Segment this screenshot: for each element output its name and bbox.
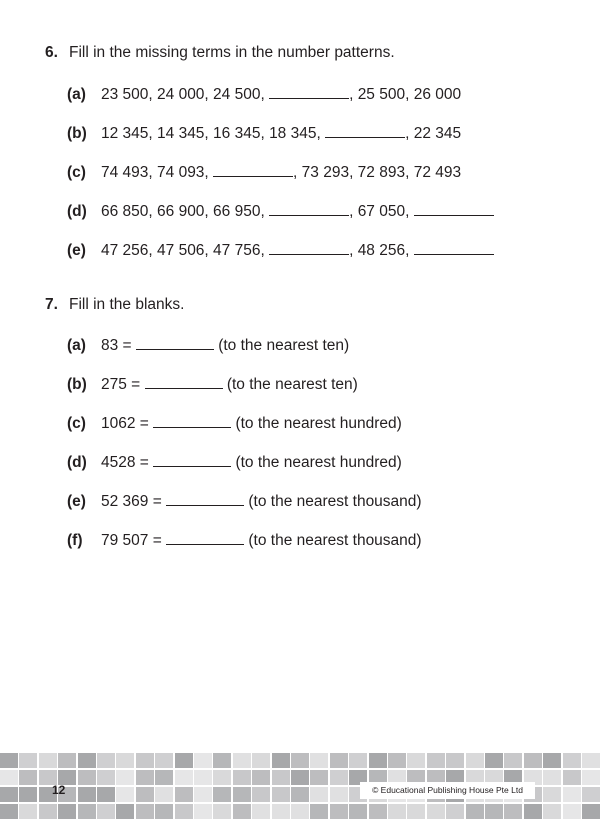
footer-tile — [58, 804, 76, 819]
question-item — [67, 162, 461, 182]
footer-tile — [563, 787, 581, 802]
footer-tile — [78, 787, 96, 802]
item-text: (to the nearest hundred) — [231, 415, 402, 432]
footer-tile — [194, 770, 212, 785]
question-item — [67, 374, 358, 394]
question-7-title — [45, 296, 184, 314]
footer-tile — [388, 753, 406, 768]
footer-tile — [407, 753, 425, 768]
answer-blank[interactable] — [213, 162, 293, 177]
copyright-notice: © Educational Publishing House Pte Ltd — [360, 782, 535, 799]
footer-tile — [19, 770, 37, 785]
question-item — [67, 201, 494, 221]
footer-tile — [407, 804, 425, 819]
answer-blank[interactable] — [269, 201, 349, 216]
footer-tile — [194, 753, 212, 768]
footer-tile — [175, 787, 193, 802]
footer-tile — [291, 787, 309, 802]
question-6-title — [45, 44, 395, 62]
item-text: (to the nearest thousand) — [244, 493, 422, 510]
footer-tile — [349, 753, 367, 768]
answer-blank[interactable] — [145, 374, 223, 389]
item-text: (to the nearest ten) — [213, 337, 350, 354]
question-item — [67, 413, 402, 433]
question-item — [67, 452, 402, 472]
answer-blank[interactable] — [153, 452, 231, 467]
question-item — [67, 123, 461, 143]
footer-tile — [175, 804, 193, 819]
question-item — [67, 491, 422, 511]
item-label: (e) — [67, 493, 86, 510]
footer-tile — [155, 770, 173, 785]
footer-tile — [39, 753, 57, 768]
footer-tile — [272, 753, 290, 768]
footer-tile — [116, 804, 134, 819]
footer-tile — [330, 770, 348, 785]
item-text: 23 500, 24 000, 24 500, — [101, 86, 270, 103]
item-text: , 25 500, 26 000 — [349, 86, 462, 103]
footer-tile — [291, 753, 309, 768]
question-item — [67, 84, 461, 104]
answer-blank[interactable] — [414, 240, 494, 255]
footer-tile — [582, 753, 600, 768]
footer-tile — [543, 787, 561, 802]
answer-blank[interactable] — [325, 123, 405, 138]
item-text: (to the nearest ten) — [222, 376, 358, 393]
footer-tile — [446, 753, 464, 768]
footer-tile — [116, 787, 134, 802]
footer-tile — [310, 804, 328, 819]
item-label: (d) — [67, 203, 87, 220]
item-label: (a) — [67, 337, 86, 354]
footer-tile — [136, 787, 154, 802]
footer-tile — [427, 804, 445, 819]
footer-tile — [155, 787, 173, 802]
question-number: 6. — [45, 44, 58, 61]
footer-tile — [272, 787, 290, 802]
footer-tile — [349, 804, 367, 819]
footer-tile — [0, 770, 18, 785]
footer-tile — [194, 787, 212, 802]
footer-tile — [369, 804, 387, 819]
footer-tile — [543, 753, 561, 768]
item-text: 66 850, 66 900, 66 950, — [101, 203, 270, 220]
answer-blank[interactable] — [153, 413, 231, 428]
footer-tile — [504, 753, 522, 768]
footer-tile — [369, 753, 387, 768]
item-label: (e) — [67, 242, 86, 259]
footer-tile — [97, 753, 115, 768]
item-text: , 48 256, — [349, 242, 414, 259]
footer-tile — [485, 804, 503, 819]
answer-blank[interactable] — [136, 335, 214, 350]
footer-tile — [291, 804, 309, 819]
footer-tile — [97, 787, 115, 802]
item-label: (c) — [67, 415, 86, 432]
footer-tile — [175, 770, 193, 785]
footer-tile — [388, 804, 406, 819]
footer-tile — [466, 804, 484, 819]
answer-blank[interactable] — [269, 84, 349, 99]
footer-tile — [524, 753, 542, 768]
item-label: (d) — [67, 454, 87, 471]
footer-tile — [446, 804, 464, 819]
footer-tile — [19, 804, 37, 819]
footer-tile — [252, 804, 270, 819]
question-text: Fill in the blanks. — [69, 296, 185, 313]
item-text: 79 507 = — [101, 532, 167, 549]
footer-tile — [563, 804, 581, 819]
item-label: (c) — [67, 164, 86, 181]
item-text: , 67 050, — [349, 203, 414, 220]
footer-tile — [330, 787, 348, 802]
footer-tile — [136, 753, 154, 768]
footer-tile — [504, 804, 522, 819]
item-text: 1062 = — [101, 415, 154, 432]
question-text: Fill in the missing terms in the number patterns. — [69, 44, 395, 61]
footer-tile — [582, 770, 600, 785]
item-text: (to the nearest hundred) — [231, 454, 402, 471]
footer-tile — [116, 770, 134, 785]
footer-tile — [582, 804, 600, 819]
footer-tile — [136, 770, 154, 785]
footer-tile — [233, 804, 251, 819]
question-item — [67, 240, 494, 260]
question-number: 7. — [45, 296, 58, 313]
footer-tile — [194, 804, 212, 819]
item-text: 47 256, 47 506, 47 756, — [101, 242, 270, 259]
footer-tile — [116, 753, 134, 768]
footer-tile — [466, 753, 484, 768]
question-item — [67, 530, 422, 550]
item-text: 83 = — [101, 337, 136, 354]
footer-tile — [213, 770, 231, 785]
item-text: 4528 = — [101, 454, 154, 471]
footer-tile — [0, 787, 18, 802]
footer-tile — [582, 787, 600, 802]
footer-tile — [543, 770, 561, 785]
footer-tile — [310, 753, 328, 768]
page-number: 12 — [52, 783, 66, 797]
footer-tile — [291, 770, 309, 785]
footer-tile — [155, 753, 173, 768]
item-label: (f) — [67, 532, 83, 549]
footer-tile — [0, 804, 18, 819]
footer-tile — [213, 804, 231, 819]
footer-tile — [19, 787, 37, 802]
question-item — [67, 335, 349, 355]
footer-tile — [563, 770, 581, 785]
answer-blank[interactable] — [269, 240, 349, 255]
footer-tile — [0, 753, 18, 768]
footer-tile — [19, 753, 37, 768]
answer-blank[interactable] — [166, 530, 244, 545]
footer-tile — [78, 770, 96, 785]
footer-tile — [213, 787, 231, 802]
footer-tile — [310, 787, 328, 802]
footer-tile — [39, 804, 57, 819]
footer-tile — [272, 770, 290, 785]
footer-tile — [155, 804, 173, 819]
item-text: 52 369 = — [101, 493, 167, 510]
footer-tile — [330, 804, 348, 819]
answer-blank[interactable] — [414, 201, 494, 216]
footer-tile — [427, 753, 445, 768]
answer-blank[interactable] — [166, 491, 244, 506]
footer-tile — [78, 753, 96, 768]
item-text: 275 = — [101, 376, 145, 393]
footer-tile — [78, 804, 96, 819]
footer-tile — [524, 804, 542, 819]
item-label: (b) — [67, 125, 87, 142]
footer-tile — [136, 804, 154, 819]
item-text: , 22 345 — [405, 125, 462, 142]
footer-tile — [310, 770, 328, 785]
footer-tile — [213, 753, 231, 768]
footer-tile — [175, 753, 193, 768]
item-text: (to the nearest thousand) — [244, 532, 422, 549]
footer-tile — [543, 804, 561, 819]
footer-tile — [233, 787, 251, 802]
footer-tile — [97, 770, 115, 785]
item-text: 12 345, 14 345, 16 345, 18 345, — [101, 125, 326, 142]
footer-tile — [252, 787, 270, 802]
footer-tile — [330, 753, 348, 768]
footer-tile — [252, 753, 270, 768]
footer-tile — [233, 753, 251, 768]
item-text: 74 493, 74 093, — [101, 164, 214, 181]
item-label: (a) — [67, 86, 86, 103]
footer-tile — [485, 753, 503, 768]
footer-tile — [563, 753, 581, 768]
footer-tile — [58, 753, 76, 768]
footer-tile — [272, 804, 290, 819]
footer-tile — [233, 770, 251, 785]
item-text: , 73 293, 72 893, 72 493 — [293, 164, 462, 181]
footer-tile — [97, 804, 115, 819]
item-label: (b) — [67, 376, 87, 393]
footer-tile — [252, 770, 270, 785]
